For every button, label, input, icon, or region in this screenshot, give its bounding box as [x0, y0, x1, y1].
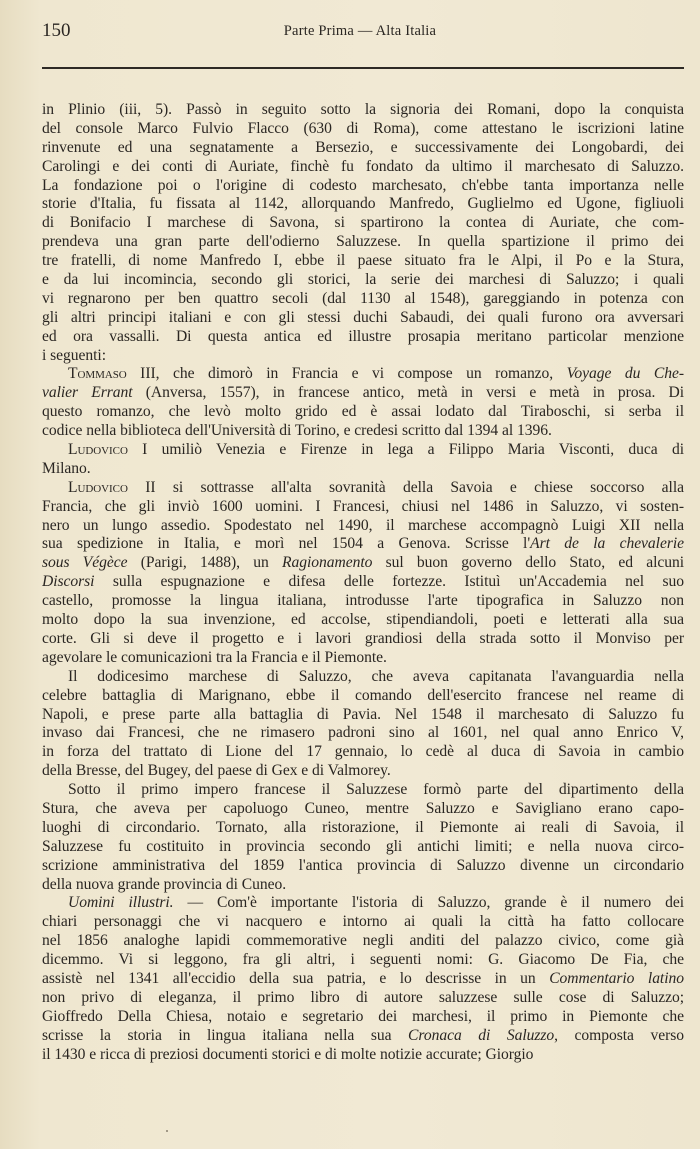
text-line	[42, 422, 684, 441]
print-speck	[166, 1130, 168, 1132]
text-line	[42, 1046, 684, 1065]
text-segment: assistè nel 1341 all'eccidio della sua patria, e lo descrisse in un	[42, 969, 550, 987]
text-line	[42, 781, 684, 800]
text-line	[42, 611, 684, 630]
text-segment: della nuova grande provincia di Cuneo.	[42, 875, 287, 893]
text-line	[42, 894, 684, 913]
text-segment: I umiliò Venezia e Firenze in lega a Filippo Maria Visconti, duca di	[127, 441, 684, 459]
text-segment: (Anversa, 1557), in francese antico, metà in versi e metà in prosa. Di	[132, 384, 684, 402]
text-segment: III, che dimorò in Francia e vi compose un romanzo,	[126, 365, 567, 383]
text-segment: i seguenti:	[42, 346, 106, 364]
text-line	[42, 120, 684, 139]
text-line	[42, 441, 684, 460]
text-segment: Saluzzese fu costituito in provincia secondo gli antichi limiti; e nella nuova circo-	[42, 837, 684, 855]
text-line	[42, 913, 684, 932]
text-line	[42, 819, 684, 838]
text-line	[42, 384, 684, 403]
italic-text: sous Végèce	[42, 554, 128, 572]
text-line	[42, 365, 684, 384]
text-line	[42, 554, 684, 573]
text-line	[42, 252, 684, 271]
text-segment: del console Marco Fulvio Flacco (630 di Roma), come attestano le iscrizioni latine	[42, 119, 684, 137]
text-line	[42, 347, 684, 366]
text-line	[42, 158, 684, 177]
italic-text: Commentario latino	[549, 969, 684, 987]
text-line	[42, 857, 684, 876]
text-line	[42, 101, 684, 120]
text-segment: di Bonifacio I marchese di Savona, si spartirono la contea di Auriate, che com-	[42, 214, 684, 232]
italic-text: Cronaca di Saluzzo	[408, 1026, 555, 1044]
italic-text: Art de la chevalerie	[530, 535, 684, 553]
paragraph	[42, 441, 684, 479]
text-segment: Carolingi e dei conti di Auriate, finchè fu fondato da ultimo il marchesato di Saluzzo.	[42, 157, 684, 175]
text-segment: — Com'è importante l'istoria di Saluzzo, grande è il numero dei	[173, 894, 684, 912]
text-segment: gli altri principi italiani e con gli stessi duchi Sabaudi, dei quali furono ora avversari	[42, 308, 684, 326]
text-segment: , composta verso	[554, 1026, 684, 1044]
text-segment: invaso dai Francesi, che ne rimasero padroni sino al 1601, nel qual anno Enrico V,	[42, 724, 684, 742]
header-rule	[42, 67, 684, 69]
text-line	[42, 290, 684, 309]
text-line	[42, 592, 684, 611]
text-line	[42, 951, 684, 970]
text-segment: il 1430 e ricca di preziosi documenti storici e di molte notizie accurate; Giorgio	[42, 1045, 534, 1063]
text-line	[42, 139, 684, 158]
text-segment: Napoli, e prese parte alla battaglia di Pavia. Nel 1548 il marchesato di Saluzzo fu	[42, 705, 684, 723]
text-segment: non privo di eleganza, il primo libro di autore saluzzese sulle cose di Saluzzo;	[42, 988, 684, 1006]
text-line	[42, 1027, 684, 1046]
text-line	[42, 800, 684, 819]
text-segment: ed ora vassalli. Di questa antica ed illustre prosapia meritano particolar menzione	[42, 327, 684, 345]
small-caps-name: Tommaso	[68, 365, 127, 383]
text-line	[42, 989, 684, 1008]
text-segment: La fondazione poi o l'origine di codesto marchesato, ch'ebbe tanta importanza nelle	[42, 176, 684, 194]
text-segment: scrisse la storia in lingua italiana nella sua	[42, 1026, 409, 1044]
text-line	[42, 1008, 684, 1027]
text-line	[42, 214, 684, 233]
text-line	[42, 271, 684, 290]
text-segment: vi regnarono per ben quattro secoli (dal 1130 al 1548), gareggiando in potenza con	[42, 289, 684, 307]
text-line	[42, 479, 684, 498]
text-line	[42, 743, 684, 762]
text-segment: nel 1856 analoghe lapidi commemorative negli anditi del palazzo civico, come già	[42, 932, 684, 950]
italic-text: valier Errant	[42, 384, 133, 402]
text-segment: Sotto il primo impero francese il Saluzzese formò parte del dipartimento della	[68, 781, 684, 799]
text-line	[42, 403, 684, 422]
text-segment: della Bresse, del Bugey, del paese di Gex e di Valmorey.	[42, 762, 391, 780]
italic-text: Voyage du Che-	[566, 365, 684, 383]
text-segment: sul buon governo dello Stato, ed alcuni	[372, 554, 684, 572]
text-segment: tre fratelli, di nome Manfredo I, ebbe il paese situato fra le Alpi, il Po e la Stura,	[42, 252, 684, 270]
text-segment: (Parigi, 1488), un	[127, 554, 282, 572]
text-segment: castello, promosse la lingua italiana, introdusse l'arte tipografica in Saluzzo non	[42, 592, 684, 610]
text-segment: in Plinio (iii, 5). Passò in seguito sotto la signoria dei Romani, dopo la conquista	[42, 101, 684, 118]
text-line	[42, 517, 684, 536]
text-line	[42, 195, 684, 214]
text-line	[42, 233, 684, 252]
text-segment: in forza del trattato di Lione del 17 gennaio, lo cedè al duca di Savoia in cambio	[42, 743, 684, 761]
text-segment: prendeva una gran parte dell'odierno Saluzzese. In quella spartizione il primo dei	[42, 233, 684, 251]
text-line	[42, 762, 684, 781]
paragraph	[42, 781, 684, 894]
text-line	[42, 649, 684, 668]
text-line	[42, 932, 684, 951]
text-segment: molto dopo la sua invenzione, ed accolse, stipendiandoli, poeti e letterati alla sua	[42, 611, 684, 629]
text-line	[42, 706, 684, 725]
text-line	[42, 970, 684, 989]
italic-text: Discorsi	[42, 573, 95, 591]
text-line	[42, 573, 684, 592]
paragraph	[42, 365, 684, 441]
text-segment: storie d'Italia, fu fissata al 1142, allorquando Manfredo, Guglielmo ed Ugone, figliuoli	[42, 195, 684, 213]
text-segment: Gioffredo Della Chiesa, notaio e segretario dei marchesi, il primo in Piemonte che	[42, 1007, 684, 1025]
page-number: 150	[42, 20, 71, 41]
paragraph	[42, 479, 684, 668]
italic-text: Uomini illustri.	[68, 894, 174, 912]
text-segment: Stura, che aveva per capoluogo Cuneo, mentre Saluzzo e Savigliano erano capo-	[42, 799, 684, 817]
text-segment: scrizione amministrativa del 1859 l'antica provincia di Saluzzo divenne un circondario	[42, 856, 684, 874]
text-segment: sulla espugnazione e difesa delle fortezze. Istituì un'Accademia nel suo	[94, 573, 684, 591]
text-line	[42, 630, 684, 649]
small-caps-name: Ludovico	[68, 478, 128, 496]
paragraph	[42, 668, 684, 781]
running-title: Parte Prima — Alta Italia	[283, 23, 437, 39]
text-segment: nero un lungo assedio. Spodestato nel 1490, il marchese accompagnò Luigi XII nella	[42, 516, 684, 534]
text-line	[42, 498, 684, 517]
text-segment: celebre battaglia di Marignano, ebbe il comando dell'esercito francese nel reame di	[42, 686, 684, 704]
text-line	[42, 535, 684, 554]
text-line	[42, 309, 684, 328]
text-segment: agevolare le comunicazioni tra la Francia e il Piemonte.	[42, 648, 387, 666]
text-line	[42, 876, 684, 895]
text-segment: sua spedizione in Italia, e morì nel 1504 a Genova. Scrisse l'	[42, 535, 531, 553]
text-line	[42, 687, 684, 706]
text-line	[42, 724, 684, 743]
text-segment: chiari personaggi che vi nacquero e intorno ai quali la città ha fatto collocare	[42, 913, 684, 931]
text-segment: dicemmo. Vi si leggono, fra gli altri, i seguenti nomi: G. Giacomo De Fia, che	[42, 951, 684, 969]
text-segment: codice nella biblioteca dell'Università di Torino, e credesi scritto dal 1394 al 1396.	[42, 422, 552, 440]
text-line	[42, 460, 684, 479]
text-line	[42, 668, 684, 687]
text-line	[42, 838, 684, 857]
text-line	[42, 177, 684, 196]
text-segment: rinvenute ed una segnatamente a Bersezio, e successivamente dei Longobardi, dei	[42, 138, 684, 156]
text-segment: Il dodicesimo marchese di Saluzzo, che aveva capitanata l'avanguardia nella	[68, 667, 684, 685]
paragraph	[42, 101, 684, 365]
paragraph	[42, 894, 684, 1064]
small-caps-name: Ludovico	[68, 441, 128, 459]
text-segment: e da lui incomincia, secondo gli storici, la serie dei marchesi di Saluzzo; i quali	[42, 271, 684, 289]
text-segment: Milano.	[42, 459, 91, 477]
text-segment: II si sottrasse all'alta sovranità della Savoia e chiese soccorso alla	[127, 478, 684, 496]
text-segment: questo romanzo, che levò molto grido ed è assai lodato dal Tiraboschi, si serba il	[42, 403, 684, 421]
text-segment: corte. Gli si deve il progetto e i lavori grandiosi della strada sotto il Monviso per	[42, 629, 684, 647]
page-body	[42, 101, 684, 1064]
text-segment: Francia, che gli inviò 1600 uomini. I Francesi, chiusi nel 1486 in Saluzzo, vi sosten-	[42, 497, 684, 515]
text-segment: luoghi di circondario. Tornato, alla ristorazione, il Piemonte ai reali di Savoia, il	[42, 818, 684, 836]
italic-text: Ragionamento	[282, 554, 373, 572]
text-line	[42, 328, 684, 347]
